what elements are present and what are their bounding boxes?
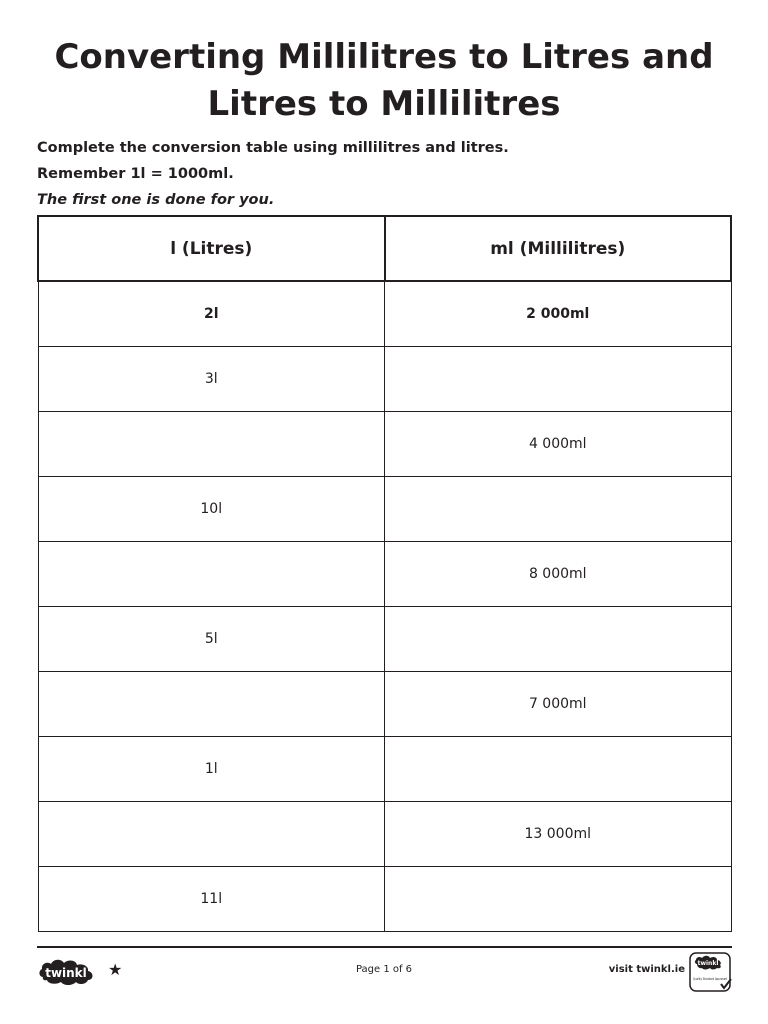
badge-brand-text: twinkl [697,960,719,967]
litres-cell[interactable] [38,412,385,477]
millilitres-cell[interactable]: 13 000ml [385,802,732,867]
millilitres-cell[interactable]: 4 000ml [385,412,732,477]
table-row [38,542,731,607]
page-title: Converting Millilitres to Litres and Litres to Millilitres [54,37,714,124]
millilitres-cell[interactable]: 7 000ml [385,672,732,737]
millilitres-cell[interactable] [385,607,732,672]
quality-standard-badge [689,952,733,994]
star-icon: ★ [108,960,123,979]
millilitres-cell[interactable]: 8 000ml [385,542,732,607]
table-row [38,802,731,867]
millilitres-cell[interactable] [385,867,732,932]
litres-cell[interactable]: 3l [38,347,385,412]
table-row [38,281,731,347]
table-row [38,737,731,802]
litres-cell[interactable] [38,672,385,737]
instruction-line-3 [37,187,737,213]
visit-link[interactable]: visit twinkl.ie [608,964,685,975]
instructions [37,135,737,213]
twinkl-logo-text: twinkl [45,966,87,980]
litres-cell[interactable]: 5l [38,607,385,672]
instruction-line-2: Remember 1l = 1000ml. [37,166,234,182]
table-row [38,477,731,542]
conversion-table [37,215,732,932]
litres-cell[interactable]: 1l [38,737,385,802]
page-number: Page 1 of 6 [355,964,413,975]
millilitres-cell[interactable] [385,347,732,412]
table-row [38,347,731,412]
header-millilitres: ml (Millilitres) [385,216,732,281]
footer-divider [37,946,732,948]
table-row [38,867,731,932]
header-litres: l (Litres) [38,216,385,281]
instruction-line-1: Complete the conversion table using millilitres and litres. [37,140,509,156]
millilitres-cell[interactable] [385,477,732,542]
millilitres-cell[interactable] [385,737,732,802]
litres-cell[interactable]: 10l [38,477,385,542]
litres-cell[interactable] [38,802,385,867]
table-row [38,672,731,737]
badge-caption: Quality Standard Approved [693,977,727,981]
table-row [38,412,731,477]
litres-cell[interactable]: 2l [38,281,385,347]
litres-cell[interactable] [38,542,385,607]
table-row [38,607,731,672]
instruction-line-3-text: The first one is done for you. [37,192,275,208]
millilitres-cell[interactable]: 2 000ml [385,281,732,347]
litres-cell[interactable]: 11l [38,867,385,932]
table-header-row [38,216,731,281]
twinkl-logo [37,955,97,987]
